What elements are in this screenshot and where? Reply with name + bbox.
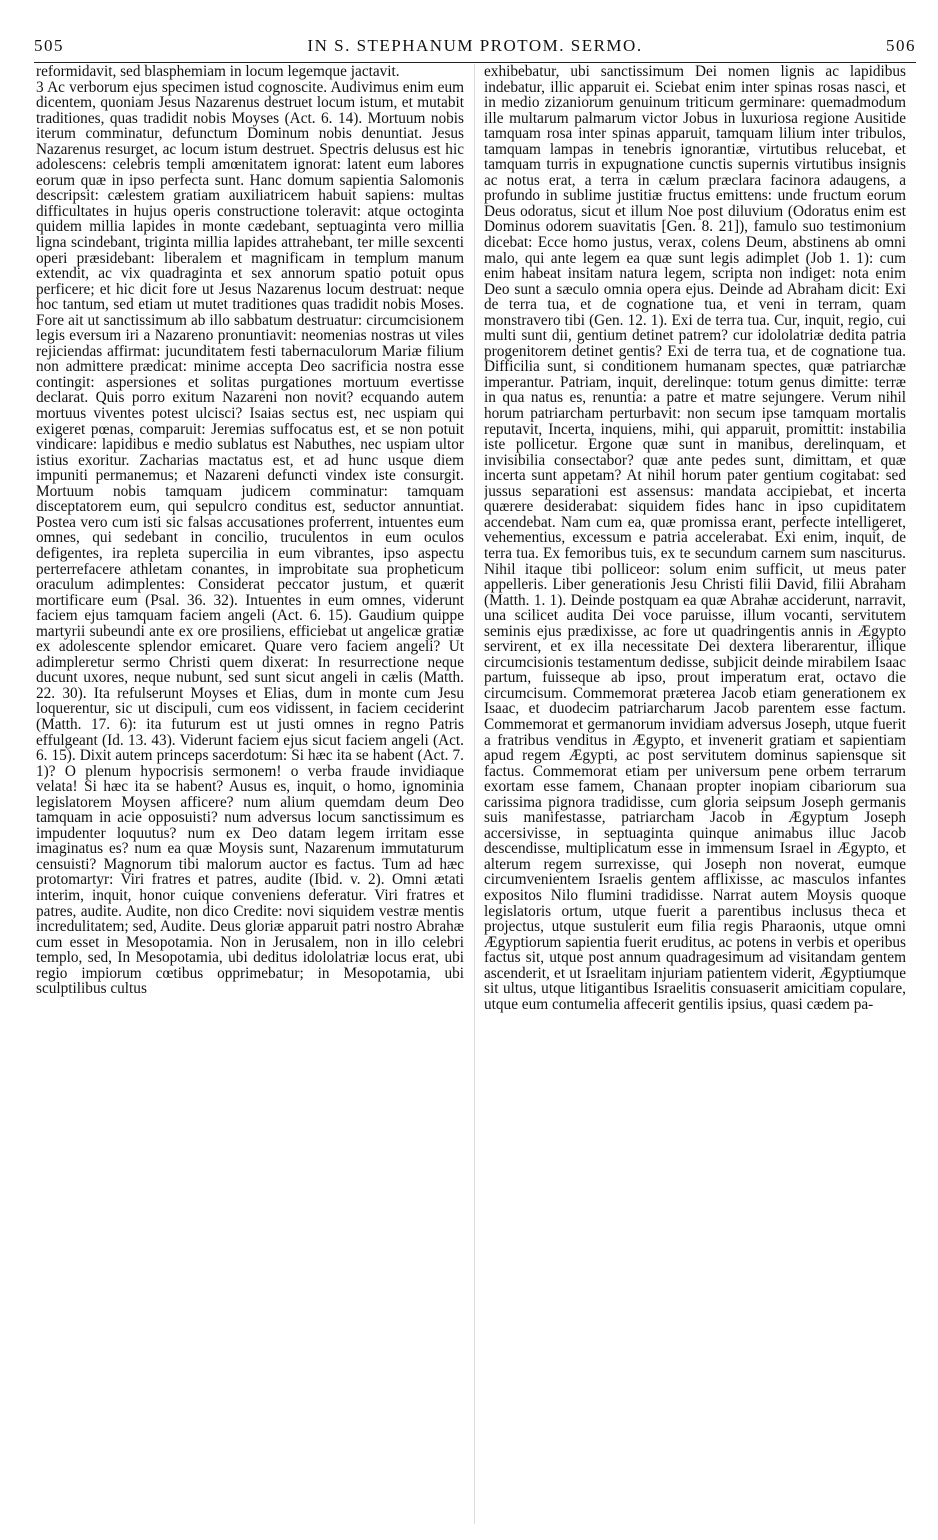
paragraph: exhibebatur, ubi sanctissimum Dei nomen lignis ac lapidibus indebatur, illic apparuit ei. Sciebat enim inter spinas rosas nasci, et in medio zizaniorum genuinum triticum germinare: quemadmodum ille multarum palmarum victor Jobus in luxuriosa regione Ausitide tamquam rosa inter spinas apparuit, tamquam lilium inter tribulos, tamquam lampas in tenebris ignorantiæ, virtutibus relucebat, et tamquam turris in expugnatione cunctis supernis virtutibus insignis ac notus erat, a terra in cælum præclara facinora adaugens, a profundo in sublime justitiæ fructus emittens: unde fructum eorum Deus odoratus, sicut et illum Noe post diluvium (Odoratus enim est Dominus odorem suavitatis [Gen. 8. 21]), famulo suo testimonium dicebat: Ecce homo justus, verax, colens Deum, abstinens ab omni malo, qui ante legem ea quæ sunt legis adimplet (Job 1. 1): cum enim habeat insitam natura legem, scripta non indiget: nota enim Deo sunt a sæculo omnia opera ejus. Deinde ad Abraham dicit: Exi de terra tua, et de cognatione tua, et veni in terram, quam monstravero tibi (Gen. 12. 1). Exi de terra tua. Cur, inquit, regio, cui multi sunt dii, gentium detinet patrem? cur idololatriæ dedita patria progenitorem detinet gentis? Exi de terra tua, et de cognatione tua. Difficilia sunt, si conditionem humanam spectes, quæ patriarchæ imperantur. Patriam, inquit, derelinque: totum genus dimitte: terræ in qua natus es, renuntia: a patre et matre sejungere. Verum nihil horum patriarcham perturbavit: non secum ipse tamquam mortalis reputavit, Incerta, inquiens, mihi, qui apparuit, promittit: instabilia iste pollicetur. Ergone quæ sunt in manibus, derelinquam, et invisibilia consectabor? quæ ante pedes sunt, dimittam, et quæ incerta sunt appetam? At nihil horum pater gentium cogitabat: sed jussus separationi est assensus: mandata accipiebat, et incerta quærere desiderabat: siquidem fides hanc in ipso cupiditatem accendebat. Nam cum ea, quæ promissa erant, perfecte intelligeret, vehementius, excessum e patria accelerabat. Exi enim, inquit, de terra tua. Ex femoribus tuis, ex te secundum carnem sum nasciturus. Nihil itaque tibi polliceor: solum enim sufficit, ut meus pater appelleris. Liber generationis Jesu Christi filii David, filii Abraham (Matth. 1. 1). Deinde postquam ea quæ Abrahæ acciderunt, narravit, una scilicet audita Dei voce paruisse, illum vocanti, servitutem seminis ejus prædixisse, ac fore ut quadringentis annis in Ægypto servirent, et ex illa necessitate Dei dextera liberarentur, illique circumcisionis testamentum dedisse, subjicit deinde mirabilem Isaac partum, fuisseque ab ipso, prout imperatum erat, octavo die circumcisum. Commemorat præterea Jacob etiam generationem ex Isaac, et duodecim patriarcharum Jacob parentem esse factum. Commemorat et germanorum invidiam adversus Joseph, utque fuerit a fratribus venditus in Ægypto, et invenerit gratiam et sapientiam apud regem Ægypti, ac post servitutem dominus sapiensque sit factus. Commemorat etiam per universum pene orbem terrarum exortam esse famem, Chanaan propter inopiam cibariorum sua carissima pignora tradidisse, cum gloria seipsum Joseph germanis suis manifestasse, patriarcham Jacob in Ægyptum Joseph accersivisse, in septuaginta quinque animabus illuc Jacob descendisse, multiplicatum esse in immensum Israel in Ægypto, et alterum regem surrexisse, qui Joseph non noverat, eumque circumvenientem Israelis gentem afflixisse, ac masculos infantes expositos Nilo flumini tradidisse. Narrat autem Moysis quoque legislatoris ortum, utque fuerit a parentibus inclusus theca et projectus, utque sustulerit eum filia regis Pharaonis, utque omni Ægyptiorum sapientia fuerit eruditus, ac potens in verbis et operibus factus sit, utque post annum quadragesimum ad visitandam gentem ascenderit, et ut Israelitam injuriam patientem viderit, Ægyptiumque sit ultus, utque litigantibus Israelitis consuaserit amicitiam copulare, utque eum contumelia affecerit gentilis ipsius, quasi cædem pa- [484, 64, 906, 1013]
right-column [484, 64, 906, 1524]
page-number-left: 505 [34, 36, 64, 55]
left-column [36, 64, 464, 1524]
running-header [34, 36, 916, 60]
paragraph: reformidavit, sed blasphemiam in locum legemque jactavit. [36, 64, 400, 80]
page-number-right: 506 [886, 36, 916, 55]
running-title: IN S. STEPHANUM PROTOM. SERMO. [307, 36, 643, 55]
column-divider [474, 64, 475, 1524]
paragraph: 3 Ac verborum ejus specimen istud cognoscite. Audivimus enim eum dicentem, quoniam Jesus Nazarenus destruet locum istum, et mutabit traditiones, quas tradidit nobis Moyses (Act. 6. 14). Mortuum nobis iterum comminatur, defunctum Dominum nobis denuntiat. Jesus Nazarenus resurget, ac locum istum destruet. Spectris delusus est hic adolescens: celebris templi amœnitatem ignorat: latent eum labores eorum quæ in ipso perfecta sunt. Hanc domum sapientia Salomonis descripsit: cælestem gratiam auxiliatricem habuit sapiens: multas difficultates in hujus operis constructione toleravit: atque octoginta quidem millia lapides in monte cædebant, septuaginta vero millia ligna scindebant, triginta millia lapides attrahebant, ter mille sexcenti operi præsidebant: liberalem et magnificam in templum manum extendit, ac vix quadraginta et sex annorum spatio potuit opus perficere; et hic dicit fore ut Jesus Nazarenus locum destruat: neque hoc tantum, sed etiam ut mutet traditiones quas tradidit nobis Moses. Fore ait ut sanctissimum ab illo sabbatum destruatur: circumcisionem legis eversum iri a Nazareno pronuntiavit: neomenias nostras ut viles rejiciendas affirmat: jucunditatem festi tabernaculorum Mariæ filium non admittere prædicat: minime accepta Deo sacrificia nostra esse contingit: aspersiones et solitas purgationes mortuum evertisse declarat. Quis porro exitum Nazareni non novit? ecquando autem mortuus viventes potest ulcisci? Isaias sectus est, nec uspiam qui exigeret pœnas, comparuit: Jeremias suffocatus est, et se non potuit vindicare: lapidibus e medio sublatus est Nabuthes, nec uspiam ultor istius exoritur. Zacharias mactatus est, et ad hunc usque diem impuniti permanemus; et Nazareni defuncti vindex iste consurgit. Mortuum nobis tamquam judicem comminatur: tamquam disceptatorem eum, qui sepulcro conditus est, seductor annuntiat. Postea vero cum isti sic falsas accusationes proferrent, intuentes eum omnes, qui sedebant in concilio, truculentos in eum oculos defigentes, ira repleta supercilia in eum vibrantes, ipso aspectu perterrefacere athletam conantes, in improbitate sua propheticum oraculum adimplentes: Considerat peccator justum, et quærit mortificare eum (Psal. 36. 32). Intuentes in eum omnes, viderunt faciem ejus tamquam faciem angeli (Act. 6. 15). Gaudium quippe martyrii subeundi ante ex ore prosiliens, efficiebat ut angelicæ gratiæ ex adolescente splendor emicaret. Quare vero faciem angeli? Ut adimpleretur sermo Christi quem dixerat: In resurrectione neque ducunt uxores, neque nubunt, sed sunt sicut angeli in cælis (Matth. 22. 30). Ita refulserunt Moyses et Elias, dum in monte cum Jesu loquerentur, sic ut discipuli, cum eos vidissent, in faciem ceciderint (Matth. 17. 6): ita futurum est ut justi omnes in regno Patris effulgeant (Id. 13. 43). Viderunt faciem ejus sicut faciem angeli (Act. 6. 15). Dixit autem princeps sacerdotum: Si hæc ita se habent (Act. 7. 1)? O plenum hypocrisis sermonem! o verba fraude invidiaque velata! Si hæc ita se habent? Ausus es, inquit, o homo, ignominia legislatorem Moysen afficere? num alium quemdam deum Deo tamquam in acie opposuisti? num adversus locum sanctissimum es impudenter loquutus? num ex Deo datam legem irritam esse imaginatus es? num ea quæ Moysis sunt, Nazarenum immutaturum censuisti? Magnorum tibi malorum auctor es factus. Tum ad hæc protomartyr: Viri fratres et patres, audite (Ibid. v. 2). Omni ætati interim, inquit, honor cuique conveniens deferatur. Viri fratres et patres, audite. Audite, non dico Credite: novi siquidem vestræ mentis incredulitatem; sed, Audite. Deus gloriæ apparuit patri nostro Abrahæ cum esset in Mesopotamia. Non in Jerusalem, non in illo celebri templo, sed, In Mesopotamia, ubi deditus idololatriæ locus erat, ubi regio impiorum cœtibus opprimebatur; in Mesopotamia, ubi sculptilibus cultus [36, 78, 464, 998]
header-rule [34, 62, 916, 63]
